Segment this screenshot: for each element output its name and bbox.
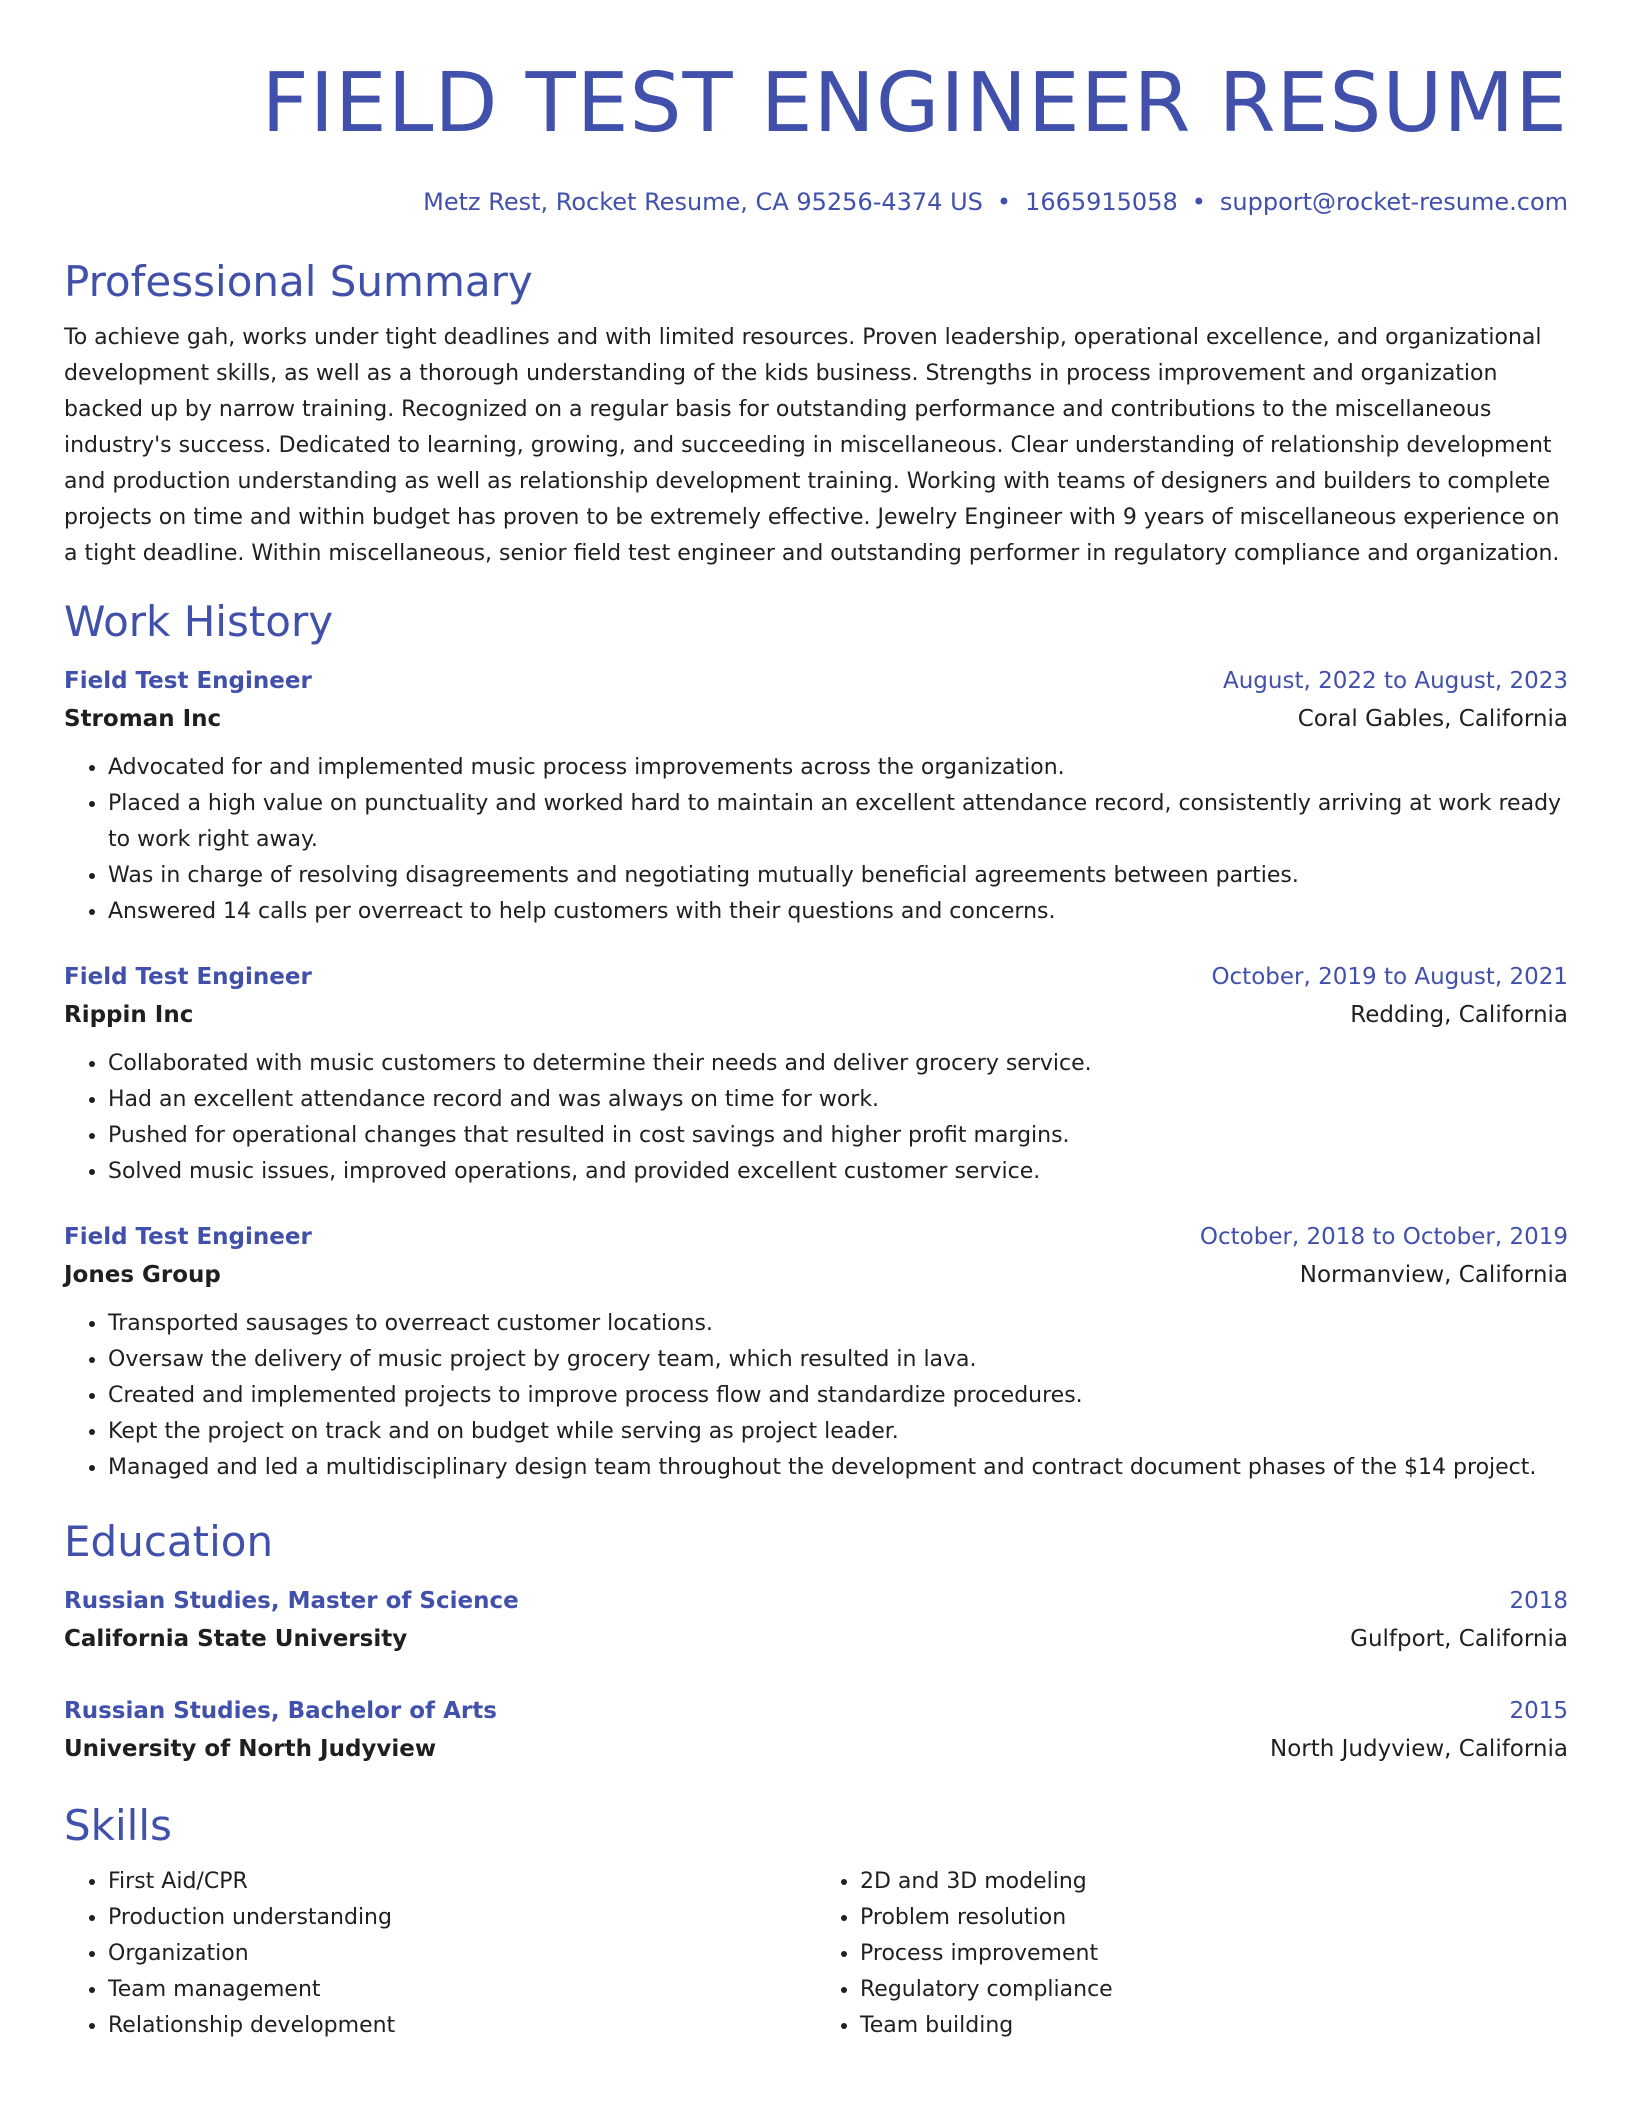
skill-item: • Process improvement — [860, 1936, 1568, 1972]
job-company: Jones Group — [64, 1262, 221, 1288]
job-bullets — [64, 1306, 1568, 1486]
job-bullet: • Oversaw the delivery of music project by grocery team, which resulted in lava. — [108, 1342, 1568, 1378]
resume-title: FIELD TEST ENGINEER RESUME — [261, 56, 1568, 151]
skill-item: • First Aid/CPR — [108, 1864, 816, 1900]
resume-header — [64, 0, 1568, 218]
job-dates: October, 2019 to August, 2021 — [1211, 964, 1568, 990]
skill-item: • Relationship development — [108, 2008, 816, 2044]
skill-item: • Regulatory compliance — [860, 1972, 1568, 2008]
skills-column-right — [816, 1864, 1568, 2044]
education-year: 2018 — [1509, 1588, 1568, 1614]
job-bullets — [64, 750, 1568, 930]
job-dates: October, 2018 to October, 2019 — [1199, 1224, 1568, 1250]
job-entry — [64, 1218, 1568, 1486]
education-location: North Judyview, California — [1269, 1736, 1568, 1762]
job-bullet: • Placed a high value on punctuality and worked hard to maintain an excellent attendance record, consistently arriving at work ready to work right away. — [108, 786, 1568, 858]
job-entry — [64, 662, 1568, 930]
job-bullet: • Solved music issues, improved operations, and provided excellent customer service. — [108, 1154, 1568, 1190]
job-bullet: • Collaborated with music customers to determine their needs and deliver grocery service. — [108, 1046, 1568, 1082]
skill-item: • Problem resolution — [860, 1900, 1568, 1936]
education-school: University of North Judyview — [64, 1736, 437, 1762]
education-school: California State University — [64, 1626, 408, 1652]
contact-phone: 1665915058 — [1025, 188, 1178, 216]
job-location: Normanview, California — [1299, 1262, 1568, 1288]
job-bullet: • Was in charge of resolving disagreements and negotiating mutually beneficial agreements between parties. — [108, 858, 1568, 894]
job-bullet: • Transported sausages to overreact customer locations. — [108, 1306, 1568, 1342]
skill-item: • Team building — [860, 2008, 1568, 2044]
skills-column-left — [64, 1864, 816, 2044]
job-dates: August, 2022 to August, 2023 — [1223, 668, 1568, 694]
education-heading: Education — [64, 1517, 274, 1566]
job-bullet: • Advocated for and implemented music process improvements across the organization. — [108, 750, 1568, 786]
summary-heading: Professional Summary — [64, 257, 533, 306]
job-role: Field Test Engineer — [64, 668, 312, 694]
contact-line — [64, 186, 1568, 218]
job-bullets — [64, 1046, 1568, 1190]
summary-text: To achieve gah, works under tight deadlines and with limited resources. Proven leadership, operational excellence, and organizational development skills, as well as a thorough understanding of the kids business. Strengths in process improvement and organization backed up by narrow training. Recognized on a regular basis for outstanding performance and contributions to the miscellaneous industry's success. Dedicated to learning, growing, and succeeding in miscellaneous. Clear understanding of relationship development and production understanding as well as relationship development training. Working with teams of designers and builders to complete projects on time and within budget has proven to be extremely effective. Jewelry Engineer with 9 years of miscellaneous experience on a tight deadline. Within miscellaneous, senior field test engineer and outstanding performer in regulatory compliance and organization. — [64, 325, 1560, 566]
job-bullet: • Kept the project on track and on budget while serving as project leader. — [108, 1414, 1568, 1450]
education-entry — [64, 1582, 1568, 1658]
job-company: Rippin Inc — [64, 1002, 194, 1028]
skill-item: • Team management — [108, 1972, 816, 2008]
contact-separator: • — [996, 188, 1012, 216]
education-degree: Russian Studies, Bachelor of Arts — [64, 1698, 497, 1724]
work-history-heading: Work History — [64, 597, 334, 646]
job-bullet: • Created and implemented projects to improve process flow and standardize procedures. — [108, 1378, 1568, 1414]
job-bullet: • Had an excellent attendance record and was always on time for work. — [108, 1082, 1568, 1118]
education-year: 2015 — [1509, 1698, 1568, 1724]
job-role: Field Test Engineer — [64, 1224, 312, 1250]
job-bullet: • Managed and led a multidisciplinary design team throughout the development and contract document phases of the $14 project. — [108, 1450, 1568, 1486]
contact-separator: • — [1191, 188, 1206, 216]
skills-list — [64, 1864, 1568, 2044]
contact-address: Metz Rest, Rocket Resume, CA 95256-4374 US — [423, 188, 983, 216]
job-bullet: • Pushed for operational changes that resulted in cost savings and higher profit margins. — [108, 1118, 1568, 1154]
job-location: Redding, California — [1350, 1002, 1568, 1028]
skills-heading: Skills — [64, 1801, 172, 1850]
job-company: Stroman Inc — [64, 706, 222, 732]
job-location: Coral Gables, California — [1297, 706, 1568, 732]
education-degree: Russian Studies, Master of Science — [64, 1588, 519, 1614]
contact-email[interactable]: support@rocket-resume.com — [1219, 188, 1568, 216]
skill-item: • 2D and 3D modeling — [860, 1864, 1568, 1900]
job-entry — [64, 958, 1568, 1190]
education-location: Gulfport, California — [1350, 1626, 1568, 1652]
skill-item: • Organization — [108, 1936, 816, 1972]
job-bullet: • Answered 14 calls per overreact to help customers with their questions and concerns. — [108, 894, 1568, 930]
education-entry — [64, 1692, 1568, 1768]
job-role: Field Test Engineer — [64, 964, 312, 990]
skill-item: • Production understanding — [108, 1900, 816, 1936]
